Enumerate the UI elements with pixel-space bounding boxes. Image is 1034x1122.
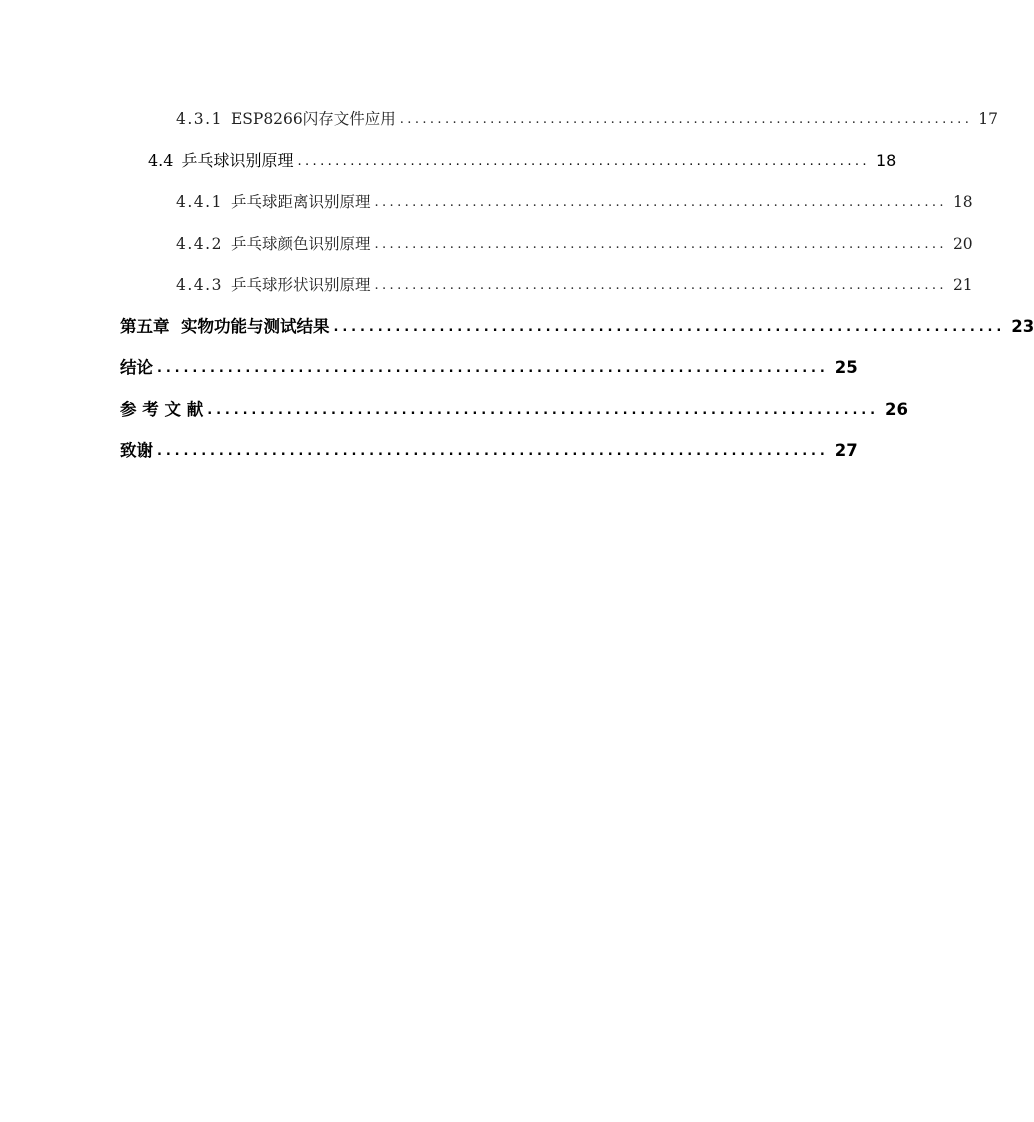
toc-entry-number: 4.4.3 xyxy=(176,276,223,294)
dot-leader: ............................................................................ xyxy=(374,195,947,210)
toc-entry-number: 4.4.2 xyxy=(176,235,223,253)
toc-entry-number: 4.4.1 xyxy=(176,193,223,211)
toc-entry-number: 4.4 xyxy=(148,151,174,170)
toc-entry-page: 20 xyxy=(952,235,973,253)
dot-leader: ............................................................................ xyxy=(374,237,947,252)
toc-entry-page: 21 xyxy=(952,276,973,294)
toc-entry-page: 17 xyxy=(978,110,998,128)
toc-entry-title: 乒乓球形状识别原理 xyxy=(230,276,371,294)
toc-entry-title: 乒乓球颜色识别原理 xyxy=(230,235,371,253)
toc-entry-4-4-1[interactable] xyxy=(176,186,973,212)
toc-entry-acknowledgements[interactable] xyxy=(120,435,858,461)
toc-entry-title: 乒乓球识别原理 xyxy=(181,151,294,170)
toc-entry-page: 25 xyxy=(834,358,858,377)
toc-entry-title: 乒乓球距离识别原理 xyxy=(230,193,371,211)
toc-entry-page: 27 xyxy=(834,441,858,460)
dot-leader: ............................................................................ xyxy=(207,403,879,418)
toc-entry-4-4[interactable] xyxy=(148,145,897,171)
toc-entry-number: 4.3.1 xyxy=(176,110,223,128)
toc-entry-title: 致谢 xyxy=(120,441,153,460)
toc-entry-conclusion[interactable] xyxy=(120,352,858,378)
toc-entry-chapter-5[interactable] xyxy=(120,311,1034,337)
dot-leader: ............................................................................ xyxy=(333,320,1006,335)
toc-entry-4-3-1[interactable] xyxy=(176,103,998,129)
toc-entry-title: ESP8266闪存文件应用 xyxy=(230,110,396,128)
toc-entry-title: 参 考 文 献 xyxy=(120,400,204,419)
dot-leader: ............................................................................ xyxy=(157,444,829,459)
toc-entry-4-4-2[interactable] xyxy=(176,228,973,254)
dot-leader: ............................................................................ xyxy=(297,154,870,169)
toc-entry-title: 结论 xyxy=(120,358,153,377)
toc-entry-page: 18 xyxy=(952,193,973,211)
toc-entry-4-4-3[interactable] xyxy=(176,269,973,295)
dot-leader: ............................................................................ xyxy=(374,278,947,293)
toc-entry-title: 第五章 实物功能与测试结果 xyxy=(120,317,330,336)
toc-entry-references[interactable] xyxy=(120,394,908,420)
toc-entry-page: 26 xyxy=(884,400,908,419)
toc-entry-page: 23 xyxy=(1011,317,1034,336)
toc-entry-page: 18 xyxy=(875,151,897,170)
dot-leader: ............................................................................ xyxy=(157,361,829,376)
dot-leader: ............................................................................ xyxy=(399,112,973,127)
